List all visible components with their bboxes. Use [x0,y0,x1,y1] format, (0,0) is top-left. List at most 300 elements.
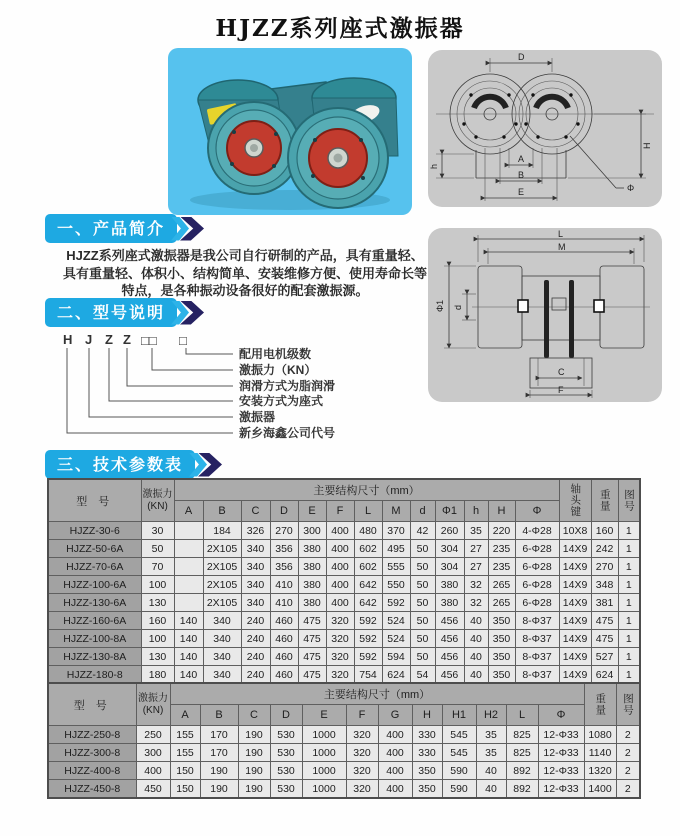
col-group-dimensions: 主要结构尺寸（mm） [170,683,584,705]
product-photo [168,48,412,215]
value-cell: 300 [298,522,326,540]
dim-label: L [558,229,564,239]
value-cell: 8-Φ37 [515,648,559,666]
value-cell: 480 [354,522,382,540]
dim-col-header: G [378,705,412,726]
value-cell: 2 [616,762,640,780]
value-cell: 340 [203,648,241,666]
dim-col-header: F [326,501,354,522]
model-code-label: 激振力（KN） [239,363,317,377]
value-cell: 475 [298,648,326,666]
model-code-label: 新乡海鑫公司代号 [239,426,336,440]
value-cell: 450 [136,780,170,799]
col-header-shaft-key: 轴头键 [559,479,591,522]
col-header-model: 型 号 [48,479,141,522]
value-cell: 545 [442,726,476,744]
table-row [48,522,640,540]
value-cell: 400 [378,780,412,799]
value-cell: 54 [410,666,435,685]
value-cell: 160 [141,612,174,630]
dim-col-header: Φ [538,705,584,726]
value-cell: 6-Φ28 [515,558,559,576]
table-row [48,726,640,744]
value-cell: 130 [141,648,174,666]
front-view-drawing [428,50,662,207]
value-cell: 40 [464,630,488,648]
value-cell: 242 [591,540,618,558]
value-cell: 300 [136,744,170,762]
value-cell: 235 [488,558,515,576]
value-cell: 8-Φ37 [515,612,559,630]
value-cell: 1140 [584,744,616,762]
value-cell: 380 [298,540,326,558]
dim-col-header: d [410,501,435,522]
value-cell: 350 [488,648,515,666]
model-code-letter: H [63,332,73,347]
value-cell: 50 [410,540,435,558]
value-cell: 12-Φ33 [538,726,584,744]
value-cell: 348 [591,576,618,594]
value-cell: 400 [136,762,170,780]
dim-label: E [518,187,525,197]
dim-label: A [518,154,525,164]
section-header-model [45,299,204,326]
value-cell: 240 [241,630,270,648]
value-cell: 265 [488,594,515,612]
value-cell: 40 [476,780,506,799]
value-cell: 356 [270,558,298,576]
table-row [48,648,640,666]
value-cell: 1 [618,594,640,612]
dim-col-header: E [298,501,326,522]
value-cell: 1 [618,648,640,666]
value-cell: 326 [241,522,270,540]
dim-col-header: C [238,705,270,726]
value-cell: 410 [270,576,298,594]
value-cell: 400 [378,726,412,744]
value-cell: 320 [346,744,378,762]
value-cell: 4-Φ28 [515,522,559,540]
value-cell: 8-Φ37 [515,630,559,648]
value-cell: 1 [618,540,640,558]
value-cell [174,540,203,558]
dim-col-header: L [354,501,382,522]
dim-label: B [518,170,525,180]
value-cell: 340 [203,666,241,685]
value-cell: 400 [326,558,354,576]
dim-label: d [453,304,463,310]
value-cell: 545 [442,744,476,762]
value-cell: 350 [412,780,442,799]
value-cell: 50 [141,540,174,558]
value-cell: 530 [270,780,302,799]
value-cell: 2 [616,744,640,762]
value-cell: 6-Φ28 [515,576,559,594]
value-cell: 410 [270,594,298,612]
value-cell: 35 [476,744,506,762]
value-cell: 170 [200,744,238,762]
value-cell: 330 [412,726,442,744]
dim-col-header: A [174,501,203,522]
value-cell: 250 [136,726,170,744]
value-cell: 70 [141,558,174,576]
value-cell: 400 [378,744,412,762]
value-cell: 555 [382,558,410,576]
value-cell: 320 [346,762,378,780]
intro-paragraph [55,247,435,300]
dim-label: H [642,142,652,149]
model-code-box: □□ [141,333,157,348]
section-title: 一、产品简介 [45,214,177,243]
value-cell: 320 [326,666,354,685]
value-cell: 190 [238,726,270,744]
value-cell: 220 [488,522,515,540]
value-cell: 190 [238,780,270,799]
value-cell: 892 [506,780,538,799]
value-cell: 590 [442,762,476,780]
table-row [48,540,640,558]
value-cell: 340 [203,630,241,648]
dim-col-header: D [270,501,298,522]
dim-label: C [558,367,565,377]
value-cell: 1000 [302,762,346,780]
value-cell: 2X105 [203,558,241,576]
dim-col-header: B [200,705,238,726]
value-cell: 14X9 [559,630,591,648]
value-cell: 14X9 [559,576,591,594]
col-header-figure: 图号 [616,683,640,726]
value-cell: 14X9 [559,558,591,576]
value-cell: 40 [476,762,506,780]
intro-line: HJZZ系列座式激振器是我公司自行研制的产品，具有重量轻、 [66,248,424,263]
value-cell: 456 [435,648,464,666]
model-cell: HJZZ-400-8 [48,762,136,780]
value-cell: 330 [412,744,442,762]
value-cell: 340 [241,540,270,558]
value-cell: 524 [382,630,410,648]
dim-col-header: H1 [442,705,476,726]
dim-col-header: H2 [476,705,506,726]
value-cell: 592 [354,630,382,648]
value-cell: 14X9 [559,648,591,666]
value-cell: 340 [203,612,241,630]
value-cell: 460 [270,630,298,648]
value-cell: 50 [410,630,435,648]
dim-col-header: D [270,705,302,726]
value-cell: 140 [174,612,203,630]
value-cell: 460 [270,612,298,630]
value-cell: 350 [488,630,515,648]
dim-col-header: E [302,705,346,726]
value-cell: 50 [410,576,435,594]
section-header-intro [45,215,204,242]
value-cell: 150 [170,780,200,799]
value-cell: 240 [241,666,270,685]
side-view-drawing [428,228,662,402]
value-cell: 155 [170,726,200,744]
value-cell: 602 [354,558,382,576]
value-cell: 2X105 [203,540,241,558]
value-cell: 260 [435,522,464,540]
dim-col-header: A [170,705,200,726]
value-cell: 304 [435,558,464,576]
model-cell: HJZZ-50-6A [48,540,141,558]
value-cell: 1 [618,612,640,630]
value-cell: 380 [435,576,464,594]
value-cell: 265 [488,576,515,594]
value-cell [174,576,203,594]
value-cell: 150 [170,762,200,780]
dim-col-header: C [241,501,270,522]
section-title: 二、型号说明 [45,298,177,327]
value-cell: 140 [174,630,203,648]
value-cell: 50 [410,558,435,576]
value-cell: 170 [200,726,238,744]
value-cell: 475 [298,666,326,685]
value-cell: 32 [464,594,488,612]
spec-table-1 [47,478,641,685]
value-cell: 550 [382,576,410,594]
value-cell: 35 [464,522,488,540]
value-cell: 320 [326,630,354,648]
value-cell: 1 [618,630,640,648]
value-cell: 304 [435,540,464,558]
value-cell: 340 [241,576,270,594]
value-cell: 100 [141,630,174,648]
table-row [48,630,640,648]
model-code-label: 润滑方式为脂润滑 [239,379,336,393]
col-header-model: 型 号 [48,683,136,726]
value-cell: 754 [354,666,382,685]
value-cell: 2X105 [203,594,241,612]
value-cell: 356 [270,540,298,558]
value-cell: 12-Φ33 [538,744,584,762]
value-cell: 2X105 [203,576,241,594]
value-cell: 50 [410,612,435,630]
value-cell: 1 [618,666,640,685]
value-cell: 456 [435,612,464,630]
value-cell: 642 [354,594,382,612]
value-cell: 475 [591,612,618,630]
value-cell: 10X8 [559,522,591,540]
front-view-svg [428,50,662,207]
value-cell: 140 [174,666,203,685]
value-cell: 592 [354,612,382,630]
value-cell: 320 [326,648,354,666]
value-cell: 1320 [584,762,616,780]
value-cell: 602 [354,540,382,558]
value-cell: 530 [270,726,302,744]
value-cell: 400 [378,762,412,780]
value-cell: 1 [618,558,640,576]
value-cell [174,594,203,612]
col-header-weight: 重量 [584,683,616,726]
value-cell: 160 [591,522,618,540]
value-cell: 1000 [302,726,346,744]
value-cell: 270 [270,522,298,540]
value-cell: 6-Φ28 [515,594,559,612]
model-cell: HJZZ-160-6A [48,612,141,630]
value-cell: 590 [442,780,476,799]
value-cell: 2 [616,780,640,799]
col-header-weight: 重量 [591,479,618,522]
value-cell: 40 [464,612,488,630]
value-cell: 400 [326,522,354,540]
value-cell: 190 [238,762,270,780]
value-cell: 380 [435,594,464,612]
value-cell: 592 [354,648,382,666]
value-cell: 27 [464,540,488,558]
value-cell: 180 [141,666,174,685]
section-title: 三、技术参数表 [45,450,195,479]
value-cell: 530 [270,744,302,762]
table-row [48,612,640,630]
value-cell: 524 [382,612,410,630]
value-cell: 6-Φ28 [515,540,559,558]
table-row [48,780,640,799]
model-code-label: 激振器 [239,410,276,424]
value-cell: 892 [506,762,538,780]
value-cell: 14X9 [559,594,591,612]
dim-col-header: F [346,705,378,726]
value-cell: 42 [410,522,435,540]
dim-col-header: Φ [515,501,559,522]
value-cell: 350 [412,762,442,780]
value-cell: 1000 [302,744,346,762]
dim-col-header: h [464,501,488,522]
col-header-figure: 图号 [618,479,640,522]
dim-label: D [518,52,525,62]
value-cell: 350 [488,666,515,685]
model-cell: HJZZ-100-8A [48,630,141,648]
model-code-letter: Z [105,332,113,347]
value-cell: 40 [464,666,488,685]
model-cell: HJZZ-180-8 [48,666,141,685]
table-row [48,558,640,576]
value-cell: 184 [203,522,241,540]
value-cell: 400 [326,576,354,594]
model-code-diagram [55,330,400,448]
dim-label: Φ1 [435,299,445,312]
model-cell: HJZZ-30-6 [48,522,141,540]
product-photo-illustration [168,48,412,215]
value-cell: 475 [298,612,326,630]
dim-col-header: H [412,705,442,726]
value-cell: 340 [241,594,270,612]
value-cell: 240 [241,648,270,666]
value-cell: 642 [354,576,382,594]
value-cell: 825 [506,744,538,762]
value-cell: 1 [618,576,640,594]
dim-col-header: Φ1 [435,501,464,522]
dim-col-header: H [488,501,515,522]
dim-label: M [558,242,566,252]
model-cell: HJZZ-250-8 [48,726,136,744]
dim-col-header: L [506,705,538,726]
spec-table-2 [47,682,641,799]
table-row [48,594,640,612]
value-cell: 594 [382,648,410,666]
value-cell: 624 [382,666,410,685]
value-cell: 14X9 [559,612,591,630]
value-cell: 381 [591,594,618,612]
section-header-specs [45,451,222,478]
model-code-label: 安装方式为座式 [239,394,324,408]
value-cell: 8-Φ37 [515,666,559,685]
value-cell: 240 [241,612,270,630]
value-cell: 825 [506,726,538,744]
value-cell: 460 [270,648,298,666]
value-cell: 320 [346,726,378,744]
value-cell: 475 [298,630,326,648]
value-cell: 190 [200,762,238,780]
col-group-dimensions: 主要结构尺寸（mm） [174,479,559,501]
value-cell: 475 [591,630,618,648]
intro-line: 特点，是各种振动设备很好的配套激振源。 [121,283,369,298]
value-cell: 35 [476,726,506,744]
value-cell: 380 [298,594,326,612]
model-cell: HJZZ-130-8A [48,648,141,666]
value-cell: 50 [410,594,435,612]
value-cell: 235 [488,540,515,558]
value-cell: 2 [616,726,640,744]
value-cell: 370 [382,522,410,540]
model-cell: HJZZ-100-6A [48,576,141,594]
dim-col-header: M [382,501,410,522]
dim-label: h [429,163,439,169]
value-cell: 12-Φ33 [538,780,584,799]
value-cell: 30 [141,522,174,540]
value-cell: 320 [326,612,354,630]
value-cell: 14X9 [559,666,591,685]
side-view-svg [428,228,662,402]
model-cell: HJZZ-450-8 [48,780,136,799]
value-cell: 1 [618,522,640,540]
table-row [48,576,640,594]
value-cell: 320 [346,780,378,799]
page-title: HJZZ系列座式激振器 [215,15,465,42]
value-cell: 130 [141,594,174,612]
value-cell: 1080 [584,726,616,744]
value-cell: 400 [326,540,354,558]
value-cell: 527 [591,648,618,666]
model-cell: HJZZ-70-6A [48,558,141,576]
intro-line: 具有重量轻、体积小、结构简单、安装维修方便、使用寿命长等 [62,265,427,281]
dim-label: Φ [627,183,635,193]
value-cell: 380 [298,558,326,576]
value-cell: 155 [170,744,200,762]
value-cell: 1400 [584,780,616,799]
col-header-force: 激振力 (KN) [136,683,170,726]
value-cell [174,522,203,540]
model-cell: HJZZ-300-8 [48,744,136,762]
value-cell: 592 [382,594,410,612]
value-cell: 32 [464,576,488,594]
table-row [48,762,640,780]
value-cell: 40 [464,648,488,666]
value-cell: 530 [270,762,302,780]
value-cell: 100 [141,576,174,594]
dim-label: F [558,385,564,395]
value-cell: 400 [326,594,354,612]
value-cell: 340 [241,558,270,576]
value-cell: 624 [591,666,618,685]
value-cell: 27 [464,558,488,576]
value-cell: 456 [435,666,464,685]
value-cell: 350 [488,612,515,630]
value-cell: 140 [174,648,203,666]
value-cell: 456 [435,630,464,648]
